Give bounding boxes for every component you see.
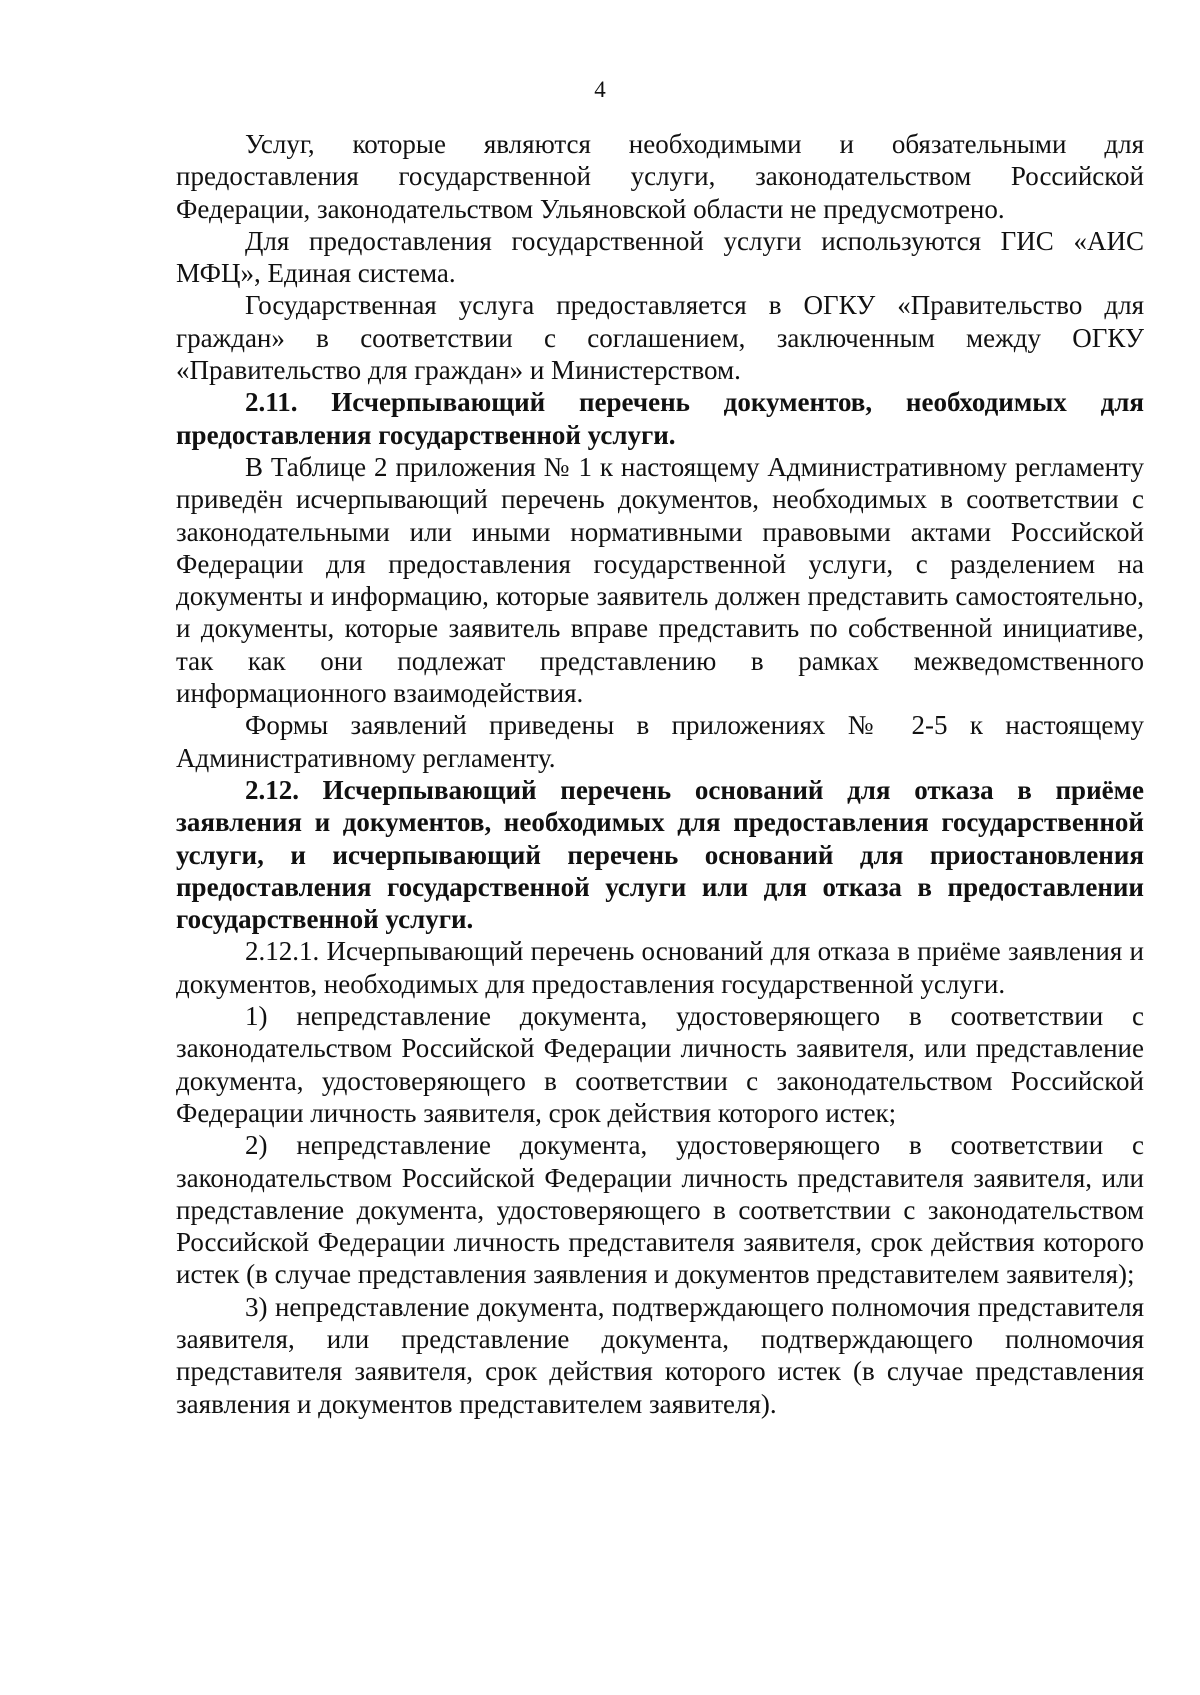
paragraph-2-12-1: 2.12.1. Исчерпывающий перечень оснований для отказа в приёме заявления и документов, необходимых для предоставления государственной услуги. [176,936,1144,999]
paragraph-service-provider: Государственная услуга предоставляется в ОГКУ «Правительство для граждан» в соответствии с соглашением, заключенным между ОГКУ «Правительство для граждан» и Министерством. [176,290,1144,386]
section-heading-2-11: 2.11. Исчерпывающий перечень документов, необходимых для предоставления государственной услуги. [176,387,1144,450]
list-item-2: 2) непредставление документа, удостоверяющего в соответствии с законодательством Российской Федерации личность представителя заявителя, или представление документа, удостоверяющего в соответствии с законодательством Российской Федерации личность представителя заявителя, срок действия которого истек (в случае представления заявления и документов представителем заявителя); [176,1130,1144,1290]
document-body [176,128,1144,1420]
paragraph-application-forms: Формы заявлений приведены в приложениях № 2-5 к настоящему Административному регламенту. [176,710,1144,773]
page-number: 4 [594,77,606,102]
list-item-3: 3) непредставление документа, подтверждающего полномочия представителя заявителя, или представление документа, подтверждающего полномочия представителя заявителя, срок действия которого истек (в случае представления заявления и документов представителем заявителя). [176,1291,1144,1419]
paragraph-systems-used: Для предоставления государственной услуги используются ГИС «АИС МФЦ», Единая система. [176,225,1144,289]
paragraph-documents-table: В Таблице 2 приложения № 1 к настоящему Административному регламенту приведён исчерпывающий перечень документов, необходимых в соответствии с законодательными или иными нормативными правовыми актами Российской Федерации для предоставления государственной услуги, с разделением на документы и информацию, которые заявитель должен представить самостоятельно, и документы, которые заявитель вправе представить по собственной инициативе, так как они подлежат представлению в рамках межведомственного информационного взаимодействия. [176,451,1144,709]
paragraph-services-not-required: Услуг, которые являются необходимыми и обязательными для предоставления государственной услуги, законодательством Российской Федерации, законодательством Ульяновской области не предусмотрено. [176,129,1144,224]
list-item-1: 1) непредставление документа, удостоверяющего в соответствии с законодательством Российской Федерации личность заявителя, или представление документа, удостоверяющего в соответствии с законодательством Российской Федерации личность заявителя, срок действия которого истек; [176,1001,1144,1128]
section-heading-2-12: 2.12. Исчерпывающий перечень оснований для отказа в приёме заявления и документов, необходимых для предоставления государственной услуги, и исчерпывающий перечень оснований для приостановления предоставления государственной услуги или для отказа в предоставлении государственной услуги. [176,774,1144,935]
